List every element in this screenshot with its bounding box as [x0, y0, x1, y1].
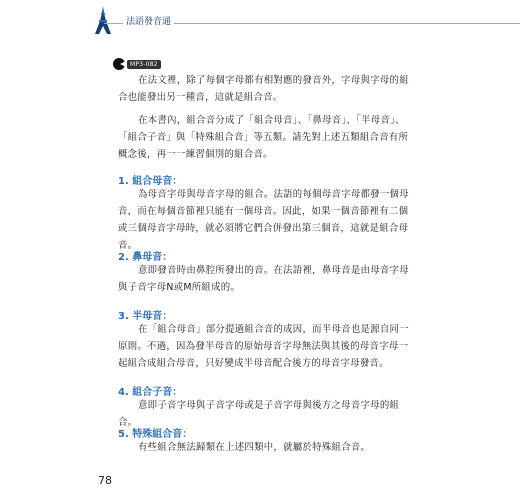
section-title-combined-consonants: 4. 組合子音： [118, 387, 183, 398]
section-title-special-combinations: 5. 特殊組合音： [118, 429, 193, 440]
audio-track-badge[interactable] [113, 58, 161, 70]
book-title: 法語發音通 [123, 14, 174, 27]
page-number: 78 [98, 474, 112, 487]
intro-paragraph-1: 在法文裡，除了每個字母都有相對應的發音外，字母與字母的組合也能發出另一種音，這就是組合音。 [118, 75, 409, 103]
intro-paragraph-2: 在本書內，組合音分成了「組合母音」、「鼻母音」、「半母音」、「組合子音」與「特殊組合音」等五類。請先對上述五類組合音有所概念後，再一一練習個別的組合音。 [118, 115, 409, 160]
section-text-semi-vowels: 在「組合母音」部分提過組合音的成因，而半母音也是源自同一原則。不過，因為發半母音的原始母音字母無法與其後的母音字母一起組合成組合母音，只好變成半母音配合後方的母音字母發音。 [118, 324, 409, 369]
section-title-combined-vowels: 1. 組合母音： [118, 176, 183, 187]
section-text-special-combinations: 有些組合無法歸類在上述四類中，就屬於特殊組合音。 [138, 442, 371, 453]
section-title-nasal-vowels: 2. 鼻母音： [118, 252, 173, 263]
section-text-combined-consonants: 意即子音字母與子音字母或是子音字母與後方之母音字母的組合。 [118, 400, 400, 428]
page-header [0, 0, 520, 40]
cd-icon [113, 58, 125, 70]
section-text-nasal-vowels: 意即發音時由鼻腔所發出的音。在法語裡，鼻母音是由母音字母與子音字母N或M所組成的。 [118, 265, 409, 293]
eiffel-tower-icon [90, 5, 116, 35]
section-title-semi-vowels: 3. 半母音： [118, 311, 173, 322]
section-text-combined-vowels: 為母音字母與母音字母的組合。法語的每個母音字母都發一個母音，而在每個音節裡只能有一個母音。因此，如果一個音節裡有二個或三個母音字母時，就必須將它們合併發出第三個音，這就是組合母音。 [118, 189, 409, 251]
audio-track-label: MP3-082 [127, 60, 161, 69]
